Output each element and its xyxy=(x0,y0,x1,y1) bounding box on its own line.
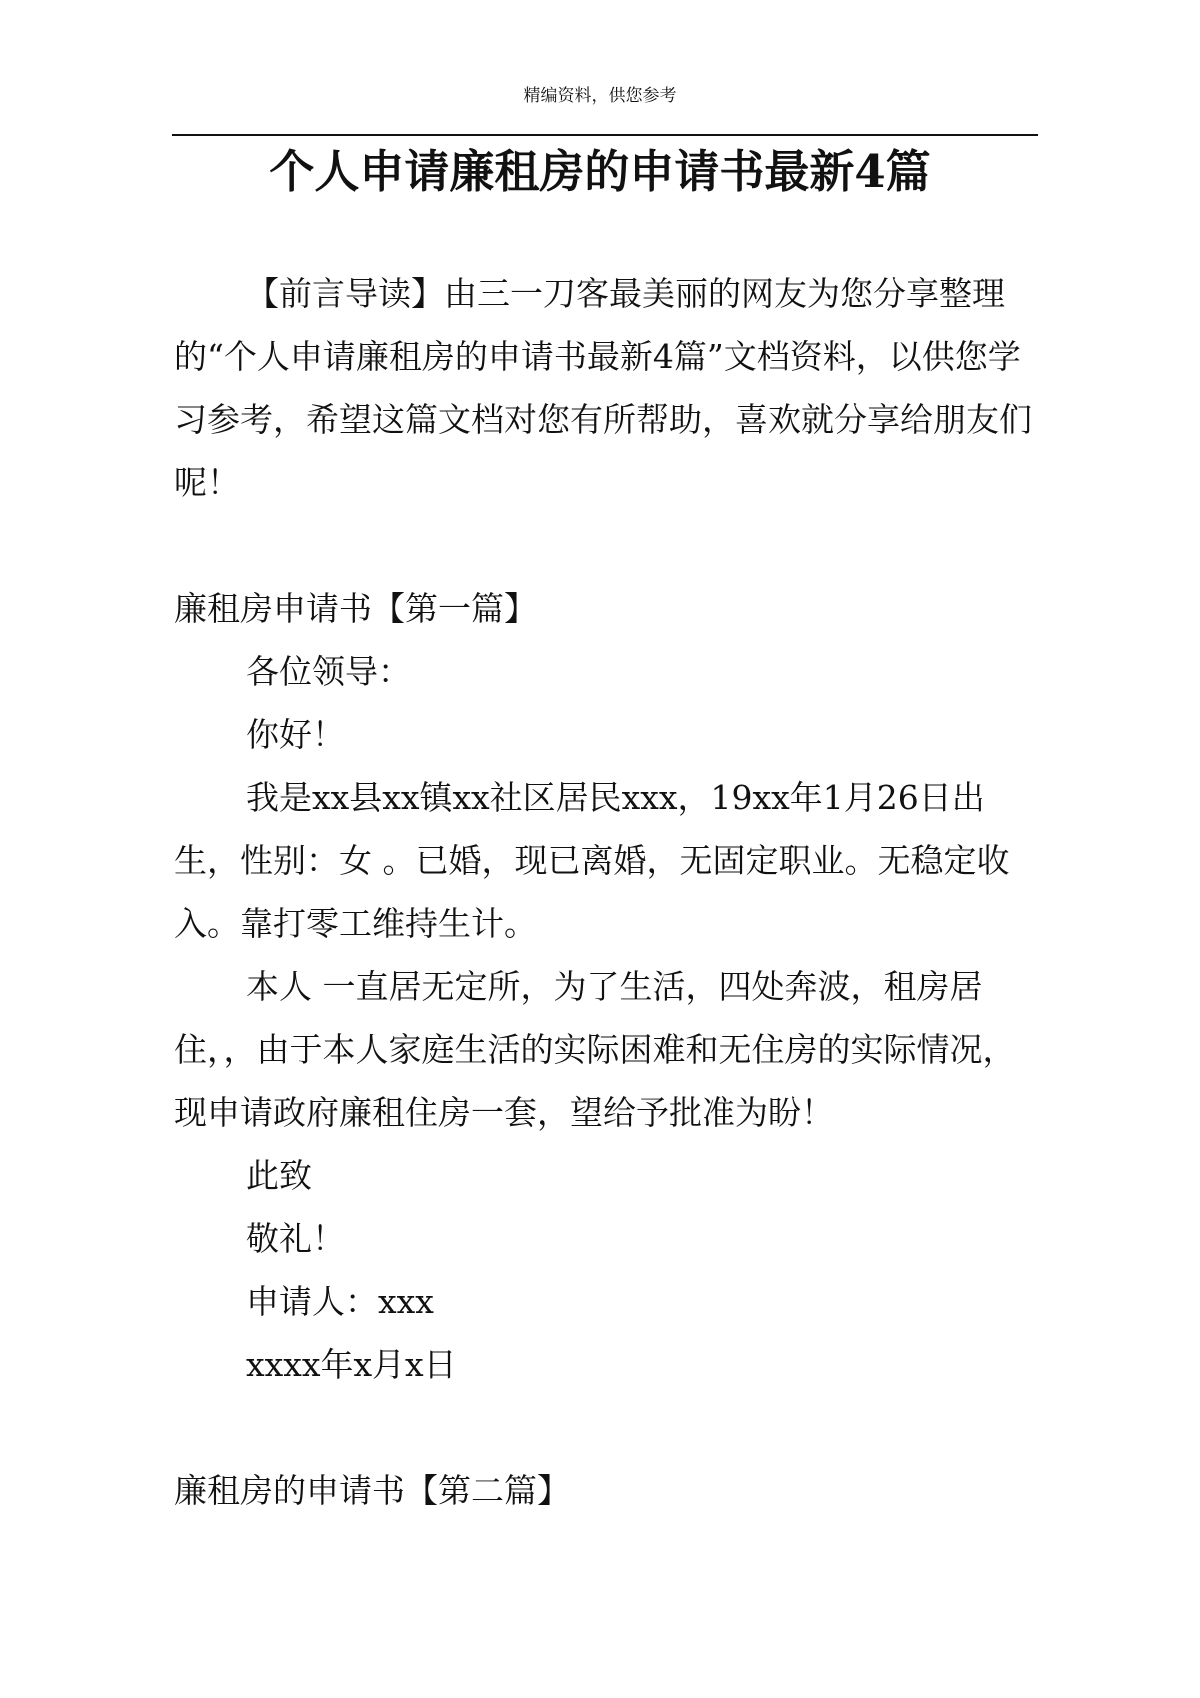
section-heading-1: 廉租房申请书【第一篇】 xyxy=(174,589,537,628)
date-line: xxxx年x月x日 xyxy=(246,1345,457,1384)
body-paragraph-2: 本人 一直居无定所，为了生活，四处奔波，租房居住，，由于本人家庭生活的实际困难和无住房的实际情况，现申请政府廉租住房一套，望给予批准为盼！ xyxy=(174,967,1016,1132)
salutation: 各位领导： xyxy=(246,652,411,691)
section-heading-2: 廉租房的申请书【第二篇】 xyxy=(174,1471,570,1510)
preface-paragraph: 【前言导读】由三一刀客最美丽的网友为您分享整理的“个人申请廉租房的申请书最新4篇”文档资料，以供您学习参考，希望这篇文档对您有所帮助，喜欢就分享给朋友们呢！ xyxy=(174,274,1032,502)
closing-line-2: 敬礼！ xyxy=(246,1219,345,1258)
closing-line-1: 此致 xyxy=(246,1156,312,1195)
header-note: 精编资料，供您参考 xyxy=(523,86,677,106)
applicant-line: 申请人：xxx xyxy=(246,1282,434,1321)
greeting: 你好！ xyxy=(246,715,345,754)
body-paragraph-1: 我是xx县xx镇xx社区居民xxx，19xx年1月26日出生，性别：女 。已婚，现已离婚，无固定职业。无稳定收入。靠打零工维持生计。 xyxy=(174,778,1010,943)
document-body xyxy=(174,262,1038,1522)
header-divider xyxy=(172,134,1038,136)
document-title: 个人申请廉租房的申请书最新4篇 xyxy=(269,145,931,198)
